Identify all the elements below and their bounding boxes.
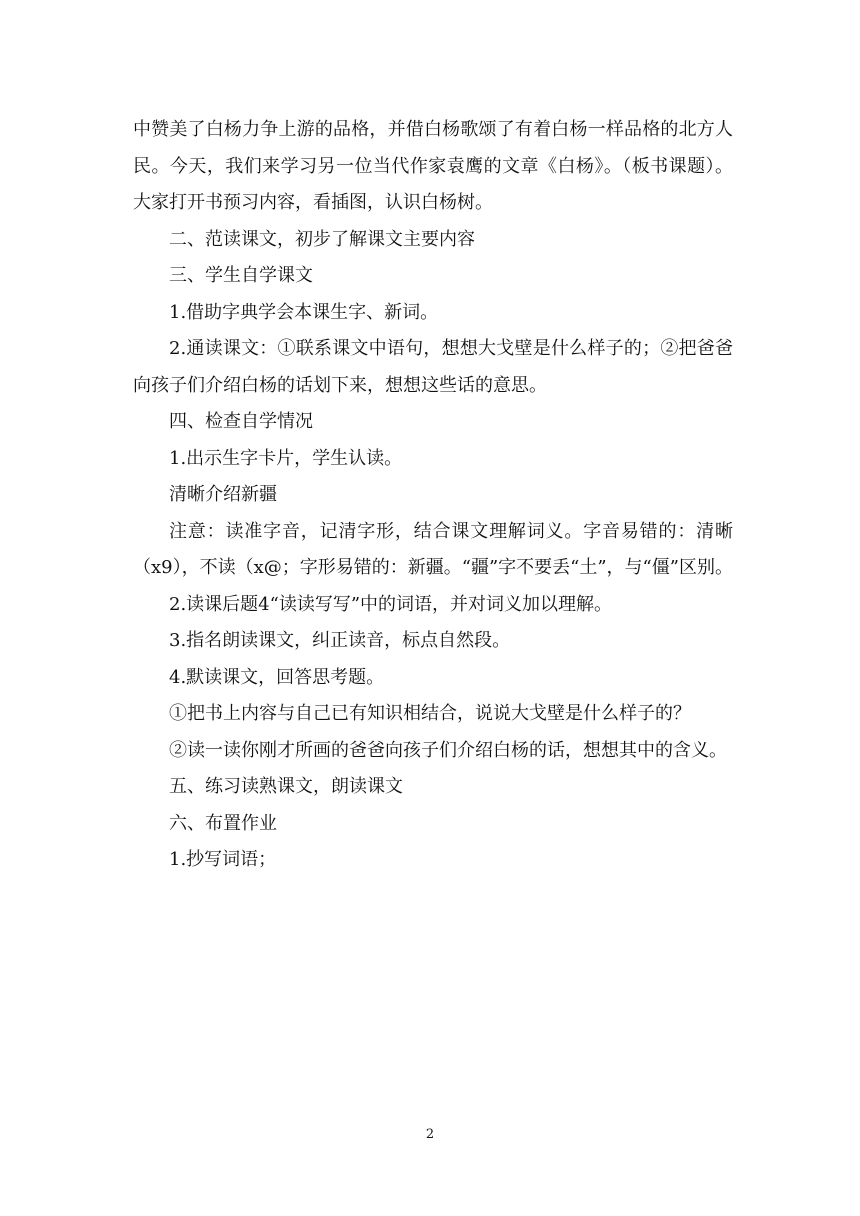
list-item: 1.抄写词语；	[169, 849, 277, 870]
list-item: 3.指名朗读课文，纠正读音，标点自然段。	[169, 630, 511, 651]
heading-homework: 六、布置作业	[169, 812, 277, 834]
page-number: 2	[425, 1127, 435, 1142]
list-item: 2.通读课文：①联系课文中语句，想想大戈壁是什么样子的；②把爸爸向孩子们介绍白杨的话划下来，想想这些话的意思。	[133, 338, 733, 396]
question-item: ②读一读你刚才所画的爸爸向孩子们介绍白杨的话，想想其中的含义。	[169, 739, 727, 761]
list-item: 4.默读课文，回答思考题。	[169, 666, 385, 688]
heading-self-study: 三、学生自学课文	[169, 265, 313, 286]
document-body	[133, 112, 733, 879]
list-item: 1.出示生字卡片，学生认读。	[169, 447, 403, 469]
question-item: ①把书上内容与自己已有知识相结合，说说大戈壁是什么样子的？	[169, 703, 691, 724]
heading-practice-reading: 五、练习读熟课文，朗读课文	[169, 776, 403, 797]
heading-check-study: 四、检查自学情况	[169, 411, 313, 432]
vocabulary-line: 清晰介绍新疆	[169, 484, 277, 505]
heading-model-reading: 二、范读课文，初步了解课文主要内容	[169, 228, 475, 250]
note-paragraph: 注意：读准字音，记清字形，结合课文理解词义。字音易错的：清晰（x9），不读（x@；字形易错的：新疆。“疆”字不要丢“土”，与“僵”区别。	[133, 520, 733, 578]
list-item: 2.读课后题4“读读写写”中的词语，并对词义加以理解。	[169, 593, 613, 615]
paragraph-intro: 中赞美了白杨力争上游的品格，并借白杨歌颂了有着白杨一样品格的北方人民。今天，我们来学习另一位当代作家袁鹰的文章《白杨》。（板书课题）。大家打开书预习内容，看插图，认识白杨树。	[133, 119, 733, 213]
list-item: 1.借助字典学会本课生字、新词。	[169, 301, 439, 323]
